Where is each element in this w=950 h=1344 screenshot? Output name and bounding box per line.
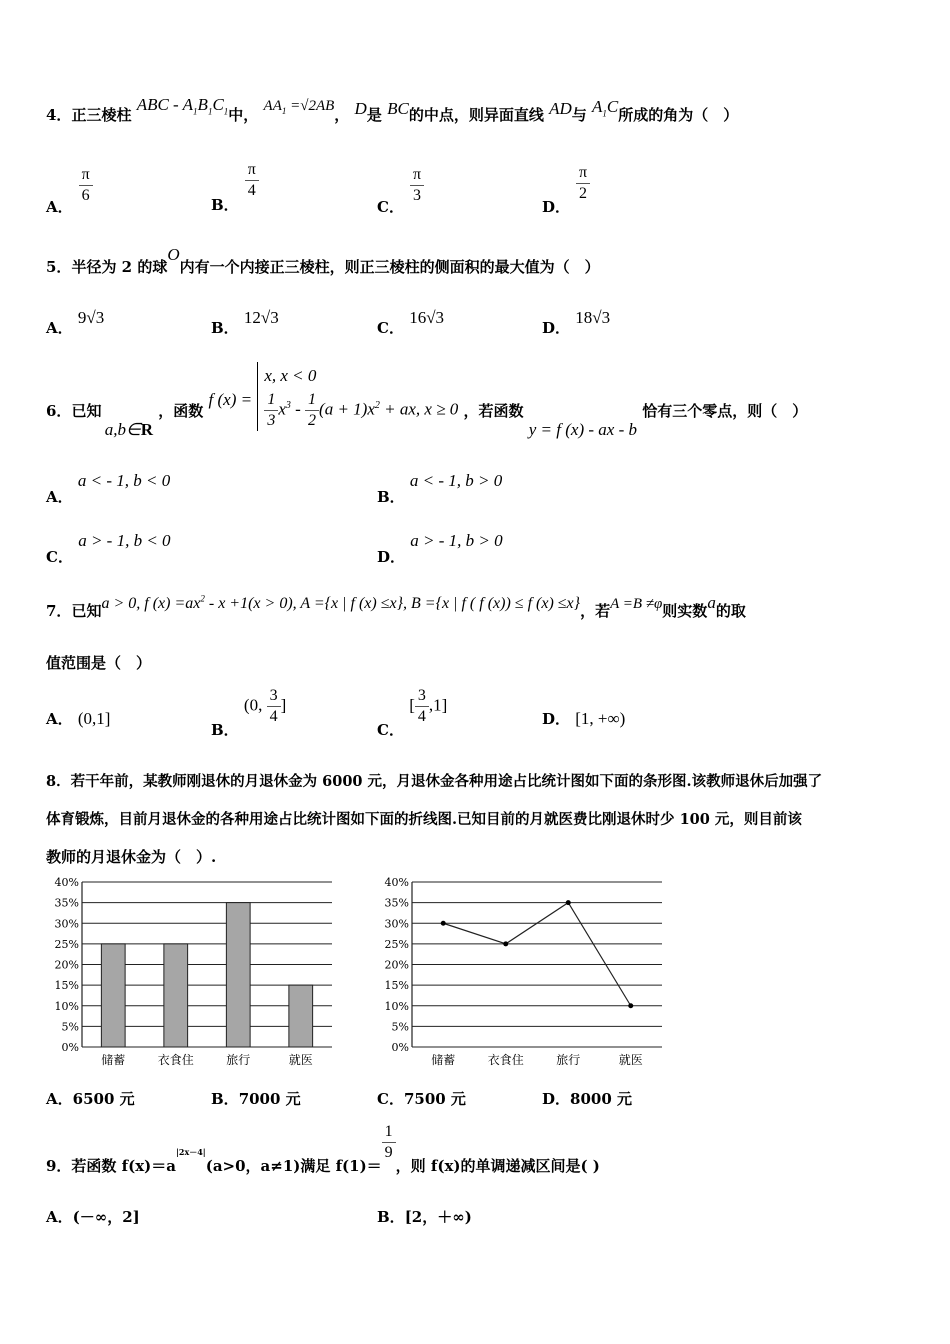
q6-math-fx: f (x) = xyxy=(208,390,253,409)
question-4 xyxy=(46,95,739,126)
y-tick-label: 0% xyxy=(391,1041,409,1054)
x-tick-label: 衣食住 xyxy=(487,1053,524,1067)
y-tick-label: 10% xyxy=(384,999,409,1013)
q8-text-line-2: 体育锻炼，目前月退休金的各种用途占比统计图如下面的折线图.已知目前的月就医费比刚退休时少 100 元，则目前该 xyxy=(46,811,802,828)
q5-option-d[interactable]: D． 18√3 xyxy=(542,308,611,337)
q6-text-2: ，函数 xyxy=(158,402,204,420)
q7-option-d[interactable]: D． [1, +∞) xyxy=(542,709,626,728)
y-tick-label: 30% xyxy=(384,917,409,931)
q6-option-b[interactable]: B． a < - 1, b > 0 xyxy=(377,471,503,506)
q7-number: 7． xyxy=(46,602,72,620)
q4-text-2: 中， xyxy=(228,106,259,124)
q7-math-ab: A =B ≠φ xyxy=(610,596,663,612)
bar xyxy=(101,944,125,1047)
question-6 xyxy=(46,362,807,440)
y-tick-label: 40% xyxy=(384,876,409,889)
q6-math-y: y = f (x) - ax - b xyxy=(528,420,637,439)
q4-text-6: 与 xyxy=(571,106,587,124)
q7-text-4: 的取 xyxy=(715,602,746,620)
y-tick-label: 30% xyxy=(54,917,79,931)
q9-text-2: (a>0，a≠1)满足 f(1)＝ xyxy=(205,1156,382,1175)
q4-math-prism: ABC - $A_1B_1C_1$ xyxy=(136,95,229,117)
q4-math-a1c: $A_1C$ xyxy=(591,97,619,119)
question-7 xyxy=(46,593,746,621)
x-tick-label: 储蓄 xyxy=(101,1053,126,1067)
data-point xyxy=(441,921,446,926)
q4-number: 4． xyxy=(46,106,72,124)
y-tick-label: 20% xyxy=(54,958,79,972)
x-tick-label: 储蓄 xyxy=(431,1053,456,1067)
q7-text-5: 值范围是（ ） xyxy=(46,654,152,672)
q4-option-c[interactable]: C． $\frac{\pi}{3}$ xyxy=(377,165,424,206)
y-tick-label: 15% xyxy=(54,979,79,993)
q8-text-line-1: 8．若干年前，某教师刚退休的月退休金为 6000 元，月退休金各种用途占比统计图如下面的条形图.该教师退休后加强了 xyxy=(46,773,823,790)
data-point xyxy=(628,1003,633,1008)
q9-option-b[interactable]: B．[2，＋∞) xyxy=(377,1208,472,1226)
y-tick-label: 25% xyxy=(54,937,79,951)
q7-math-a: a xyxy=(707,593,716,612)
bar xyxy=(226,903,250,1047)
q6-text-4: 恰有三个零点，则（ ） xyxy=(642,402,808,420)
y-tick-label: 25% xyxy=(384,937,409,951)
bar xyxy=(289,985,313,1047)
q6-text-3: ，若函数 xyxy=(463,402,524,420)
q5-option-c[interactable]: C． 16√3 xyxy=(377,308,445,337)
q7-option-c[interactable]: C． [ $\frac{3}{4}$ ,1] xyxy=(377,687,448,739)
data-point xyxy=(503,941,508,946)
q4-option-b[interactable]: B． $\frac{\pi}{4}$ xyxy=(211,160,259,201)
q4-text-7: 所成的角为（ ） xyxy=(618,106,739,124)
x-tick-label: 旅行 xyxy=(556,1053,581,1067)
y-tick-label: 35% xyxy=(54,896,79,910)
q4-math-aa1: $AA_1 =√2AB$ xyxy=(263,98,335,116)
y-tick-label: 20% xyxy=(384,958,409,972)
q4-text-4: 是 xyxy=(366,106,382,124)
q7-text-2: ，若 xyxy=(580,602,611,620)
line-chart xyxy=(370,872,670,1072)
q5-math-o: O xyxy=(167,245,180,264)
q6-number: 6． xyxy=(46,402,72,420)
series-line xyxy=(443,903,631,1006)
q6-text-1: 已知 xyxy=(71,402,102,420)
y-tick-label: 5% xyxy=(61,1020,79,1034)
q9-text-3: ，则 f(x)的单调递减区间是( ) xyxy=(395,1156,600,1175)
y-tick-label: 0% xyxy=(61,1041,79,1054)
q6-case-1: x, x < 0 xyxy=(264,366,317,385)
question-9 xyxy=(46,1122,600,1175)
q8-option-d[interactable]: D．8000 元 xyxy=(542,1090,632,1108)
x-tick-label: 就医 xyxy=(288,1053,313,1067)
q4-option-d[interactable]: D． $\frac{\pi}{2}$ xyxy=(542,163,590,204)
x-tick-label: 就医 xyxy=(618,1053,643,1067)
q7-math-main: a > 0, f $(x) =ax^2 - x +1(x > 0)$, A ={x | f (x) ≤x}, B ={x | f ( f (x)) ≤ f (x) ≤x} xyxy=(101,593,581,612)
bar xyxy=(164,944,188,1047)
q4-text-5: 的中点，则异面直线 xyxy=(408,106,544,124)
q5-option-b[interactable]: B． 12√3 xyxy=(211,308,279,337)
q8-option-a[interactable]: A．6500 元 xyxy=(46,1090,135,1108)
y-tick-label: 10% xyxy=(54,999,79,1013)
q9-text-1: 9．若函数 f(x)＝a xyxy=(46,1156,176,1175)
y-tick-label: 35% xyxy=(384,896,409,910)
q4-math-d: D xyxy=(354,99,367,118)
q9-option-a[interactable]: A．(－∞，2] xyxy=(46,1208,140,1226)
q9-fraction: $\frac{1}{9}$ xyxy=(382,1122,396,1163)
q5-option-a[interactable]: A． 9√3 xyxy=(46,308,105,337)
q4-math-bc: BC xyxy=(387,99,409,118)
bar-chart xyxy=(40,872,340,1072)
q4-text-3: ， xyxy=(334,106,350,124)
q9-exponent: |2x－4| xyxy=(175,1146,206,1157)
x-tick-label: 旅行 xyxy=(226,1053,251,1067)
q5-text-1: 半径为 2 的球 xyxy=(71,258,168,276)
q6-math-ab: a,b∈R xyxy=(104,420,154,439)
q8-option-b[interactable]: B．7000 元 xyxy=(211,1090,301,1108)
q6-option-a[interactable]: A． a < - 1, b < 0 xyxy=(46,471,171,506)
q5-text-2: 内有一个内接正三棱柱，则正三棱柱的侧面积的最大值为（ ） xyxy=(179,258,600,276)
q7-option-a[interactable]: A． (0,1] xyxy=(46,709,111,728)
q4-text-1: 正三棱柱 xyxy=(71,106,132,124)
q4-option-a[interactable]: A． $\frac{\pi}{6}$ xyxy=(46,165,93,206)
y-tick-label: 40% xyxy=(54,876,79,889)
y-tick-label: 15% xyxy=(384,979,409,993)
q4-math-ad: AD xyxy=(549,99,572,118)
q8-text-line-3: 教师的月退休金为（ ）. xyxy=(46,848,217,866)
x-tick-label: 衣食住 xyxy=(157,1053,194,1067)
q7-text-1: 已知 xyxy=(71,602,102,620)
q8-option-c[interactable]: C．7500 元 xyxy=(377,1090,466,1108)
q6-option-c[interactable]: C． a > - 1, b < 0 xyxy=(46,531,171,566)
q5-number: 5． xyxy=(46,258,72,276)
q7-text-3: 则实数 xyxy=(662,602,708,620)
y-tick-label: 5% xyxy=(391,1020,409,1034)
q7-option-b[interactable]: B． (0, $\frac{3}{4}$ ] xyxy=(211,687,287,739)
q6-piecewise xyxy=(257,362,458,431)
q6-case-2: $\frac{1}{3}$ $x^3$ - $\frac{1}{2}$ $(a + 1)x^2$ + ax, x ≥ 0 xyxy=(264,390,458,431)
q6-option-d[interactable]: D． a > - 1, b > 0 xyxy=(377,531,503,566)
data-point xyxy=(566,900,571,905)
question-5 xyxy=(46,245,600,277)
